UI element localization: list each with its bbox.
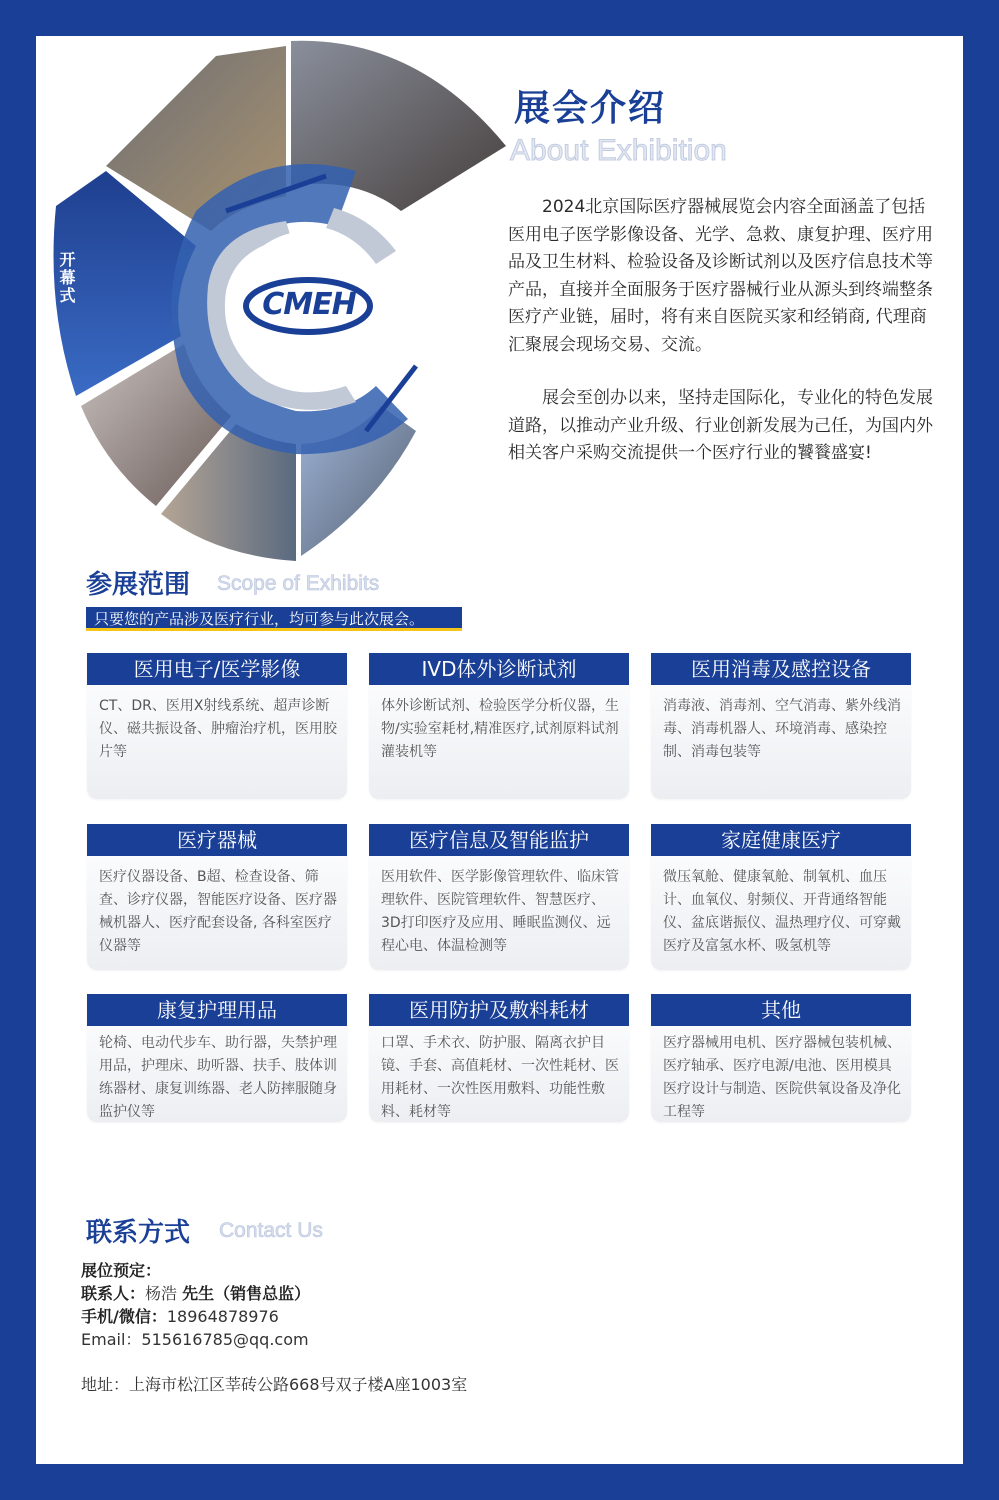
phone-value[interactable]: 18964878976 [166,1307,279,1326]
scope-card-ivd [369,653,629,799]
person-label: 联系人： [81,1284,146,1303]
person-name: 杨浩 [145,1284,178,1303]
card-body: CT、DR、医用X射线系统、超声诊断仪、磁共振设备、肿瘤治疗机，医用胶片等 [99,698,337,760]
scope-card-medical-imaging [87,653,347,799]
card-title: 医用电子/医学影像 [87,653,347,685]
scope-card-info-monitoring [369,824,629,970]
card-title: 家庭健康医疗 [651,824,911,856]
scope-banner: 只要您的产品涉及医疗行业，均可参与此次展会。 [86,607,462,631]
contact-title: 联系方式 [86,1218,191,1248]
opening-ceremony-label: 开幕式 [57,251,76,305]
person-row [81,1282,581,1305]
card-title: 医用防护及敷料耗材 [369,994,629,1026]
scope-card-other [651,994,911,1122]
intro-body [508,194,933,468]
booking-row [81,1259,581,1282]
card-title: 医用消毒及感控设备 [651,653,911,685]
card-title: 其他 [651,994,911,1026]
phone-label: 手机/微信： [81,1307,167,1326]
phone-row [81,1305,581,1328]
email-label: Email： [81,1330,142,1349]
card-body: 轮椅、电动代步车、助行器，失禁护理用品，护理床、助听器、扶手、肢体训练器材、康复训练器、老人防摔服随身监护仪等 [99,1035,337,1120]
scope-card-home-health [651,824,911,970]
intro-subtitle: About Exhibition [510,134,727,167]
card-body: 医疗器械用电机、医疗器械包装机械、医疗轴承、医疗电源/电池、医用模具医疗设计与制造、医院供氧设备及净化工程等 [663,1035,901,1120]
email-value[interactable]: 515616785@qq.com [141,1330,309,1349]
cmeh-logo: CMEH [262,286,356,322]
person-title: 先生（销售总监） [182,1284,311,1303]
card-body: 医用软件、医学影像管理软件、临床管理软件、医院管理软件、智慧医疗、3D打印医疗及应用、睡眠监测仪、远程心电、体温检测等 [381,869,619,954]
email-row [81,1328,581,1351]
card-body: 口罩、手术衣、防护服、隔离衣护目镜、手套、高值耗材、一次性耗材、医用耗材、一次性医用敷料、功能性敷料、耗材等 [381,1035,619,1120]
card-body: 消毒液、消毒剂、空气消毒、紫外线消毒、消毒机器人、环境消毒、感染控制、消毒包装等 [663,698,901,760]
intro-paragraph: 展会至创办以来，坚持走国际化，专业化的特色发展道路，以推动产业升级、行业创新发展为己任，为国内外相关客户采购交流提供一个医疗行业的饕餮盛宴! [508,388,933,463]
card-title: 医疗器械 [87,824,347,856]
scope-card-devices [87,824,347,970]
card-title: IVD体外诊断试剂 [369,653,629,685]
scope-card-protection [369,994,629,1122]
contact-info [81,1259,581,1351]
scope-card-rehab [87,994,347,1122]
address: 地址：上海市松江区莘砖公路668号双子楼A座1003室 [81,1375,468,1394]
card-body: 微压氧舱、健康氧舱、制氧机、血压计、血氧仪、射频仪、开背通络智能仪、盆底谐振仪、温热理疗仪、可穿戴医疗及富氢水杯、吸氢机等 [663,869,901,954]
intro-paragraph: 2024北京国际医疗器械展览会内容全面涵盖了包括医用电子医学影像设备、光学、急救、康复护理、医疗用品及卫生材料、检验设备及诊断试剂以及医疗信息技术等产品，直接并全面服务于医疗器械行业从源头到终端整条医疗产业链，届时，将有来自医院买家和经销商, 代理商汇聚展会现场交易、交流。 [508,197,933,355]
scope-subtitle: Scope of Exhibits [217,572,380,595]
booking-label: 展位预定： [81,1261,162,1280]
hero-collage [36,36,536,576]
flyer-page [36,36,963,1464]
contact-subtitle: Contact Us [219,1219,323,1242]
scope-title: 参展范围 [86,570,191,600]
card-body: 体外诊断试剂、检验医学分析仪器，生物/实验室耗材,精准医疗,试剂原料试剂灌装机等 [381,698,619,760]
intro-title: 展会介绍 [514,88,667,129]
card-title: 康复护理用品 [87,994,347,1026]
scope-card-disinfection [651,653,911,799]
card-body: 医疗仪器设备、B超、检查设备、筛查、诊疗仪器，智能医疗设备、医疗器械机器人、医疗配套设备, 各科室医疗仪器等 [99,869,337,954]
card-title: 医疗信息及智能监护 [369,824,629,856]
